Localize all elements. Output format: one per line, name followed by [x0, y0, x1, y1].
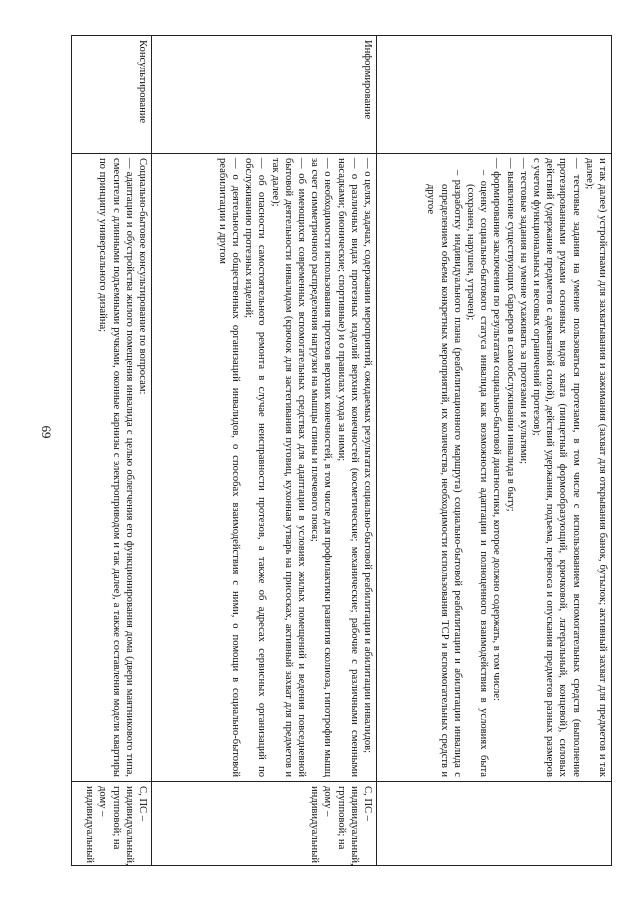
- content-line: — выявление существующих барьеров в самообслуживании инвалида в быту;: [504, 158, 516, 512]
- content-line: — об имеющихся современных вспомогательных средствах для адаптации в условиях жилых помещений и ведения повседневной бытовой деятельности инвалидом (крючок для застегивания пуговиц, кухонная утварь на присосках, активный захват для предметов и так далее);: [269, 158, 307, 777]
- rehabilitation-table: [71, 35, 612, 866]
- table-row: [152, 36, 377, 866]
- page-number: 69: [39, 425, 54, 439]
- content-line: — тестовые задания на умение ухаживать за протезами и культями;: [517, 158, 529, 465]
- row-content: [152, 154, 377, 782]
- content-subitem: – разработку индивидуального плана (реабилитационного маршрута) социально-бытовой реабилитации и абилитации инвалида с определением объема конкретных мероприятий, их количества, необходимости использования ТСР и вспомогательных средств и другое: [425, 170, 463, 777]
- rotated-page: [72, 35, 612, 865]
- table-row: [72, 36, 152, 866]
- content-line: — тестовые задания на умение пользоваться протезами, в том числе с использованием вспомогательных средств (выполнение протезированными руками основных видов хвата (пинцетный формообразующий, крючковой, латеральный, концевой), силовых действий (удержание предметов с адекватной силой), действий удержания, подъема, переноса и опускания предметов разных размеров с учетом функциональных и весовых ограничений протезов);: [530, 158, 582, 777]
- content-subitem: – оценку социально-бытового статуса инвалида как возможности адаптации и полноценного взаимодействия в условиях быта (сохранен, нарушен, утрачен);: [464, 170, 490, 777]
- table-row: [377, 36, 612, 866]
- content-line: — о деятельности общественных организаций инвалидов, о способах взаимодействия с ними, о помощи в социально-бытовой реабилитации и другом: [216, 158, 241, 777]
- content-line: — формирование заключения по результатам социально-бытовой диагностики, которое должно содержать, в том числе:: [491, 158, 503, 701]
- row-forms: С, ПС – индивидуальный, групповой; на дому – индивидуальный: [152, 782, 377, 866]
- content-line: — адаптации и обустройства жилого помещения инвалида с целью облегчения его функционирования дома (двери маятникового типа, смесители с длинными подъемными ручками, оконные карнизы с электроприводом и так далее), а также составления модели квартиры по принципу универсального дизайна;: [97, 158, 135, 777]
- row-name: [377, 36, 612, 154]
- content-line: — об опасности самостоятельного ремонта в случае неисправности протезов, а также об адресах сервисных организаций по обслуживанию протезных изделий;: [243, 158, 268, 777]
- content-line: Социально-бытовое консультирование по вопросам:: [137, 158, 148, 395]
- content-line: — о целях, задачах, содержании мероприятий, ожидаемых результатах социально-бытовой реабилитации и абилитации инвалидов;: [362, 158, 373, 754]
- row-forms: С, ПС – индивидуальный, групповой; на дому – индивидуальный: [72, 782, 152, 866]
- content-line: — о различных видах протезных изделий верхних конечностей (косметические; механические; рабочие с различными сменными насадками; бионические; спортивные) и о правилах ухода за ними;: [335, 158, 360, 777]
- row-forms: [377, 782, 612, 866]
- row-content: [72, 154, 152, 782]
- row-content: [377, 154, 612, 782]
- content-line: и так далее) устройствами для захватывания и зажимания (захват для открывания банок, бутылок; активный захват для предметов и так далее);: [583, 158, 608, 777]
- content-line: — о необходимости использования протезов верхних конечностей, в том числе для профилактики развития сколиоза, гипотрофии мышц за счет симметричного распределения нагрузки на мышцы спины и плечевого пояса;: [309, 158, 334, 777]
- row-name: Консультирование: [72, 36, 152, 154]
- row-name: Информирование: [152, 36, 377, 154]
